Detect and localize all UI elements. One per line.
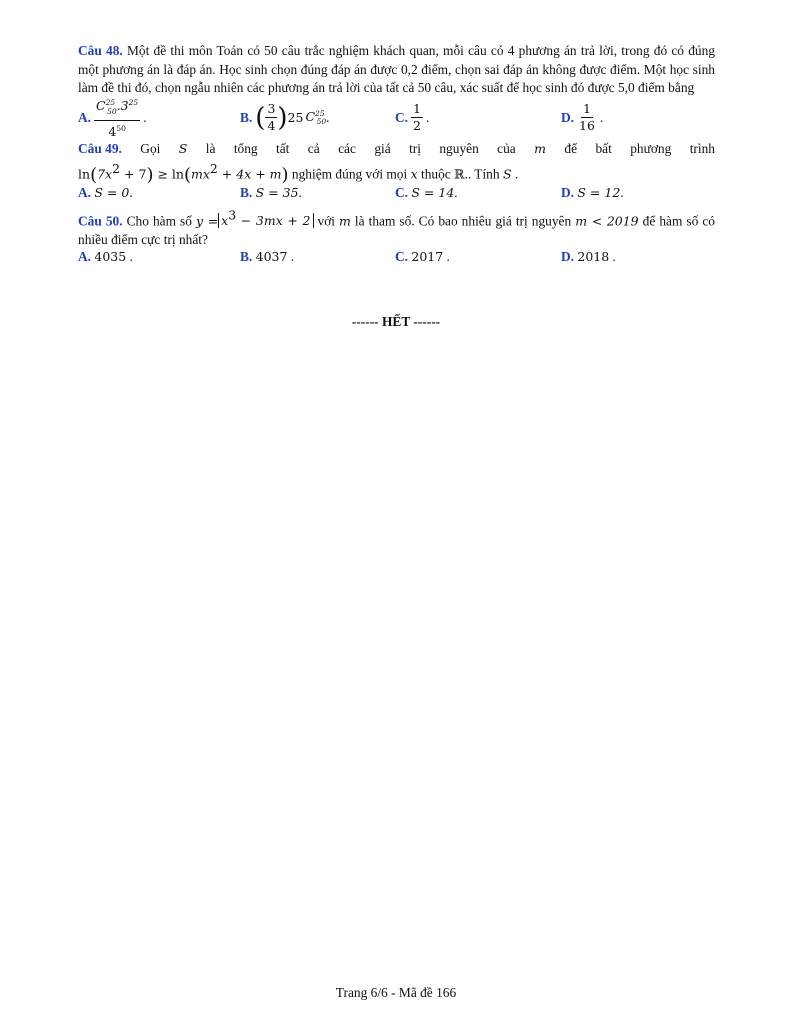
option-48-d[interactable]: D. $\frac{1}{16}$ .	[561, 101, 604, 133]
option-50-d[interactable]: D. 2018 .	[561, 249, 616, 265]
option-49-d[interactable]: D. S = 12.	[561, 184, 624, 200]
option-49-b[interactable]: B. S = 35.	[240, 184, 302, 200]
option-50-a[interactable]: A. 4035 .	[78, 249, 133, 265]
question-49-options	[78, 185, 715, 207]
option-49-c[interactable]: C. S = 14.	[395, 184, 458, 200]
option-49-a[interactable]: A. S = 0.	[78, 184, 133, 200]
question-50-options	[78, 249, 715, 271]
question-50: Câu 50. Cho hàm số $y = x^3 - 3mx + 2$ với m là tham số. Có bao nhiêu giá trị nguyên m < 2019 để hàm số có nhiều điểm cực trị nhất?	[78, 207, 715, 247]
exam-page	[78, 42, 715, 271]
question-48-label: Câu 48.	[78, 43, 123, 58]
option-48-b[interactable]: B. ( $\frac{3}{4}$ ) 25 $C^{25}_{50}$ .	[240, 101, 330, 133]
option-50-c[interactable]: C. 2017 .	[395, 249, 450, 265]
question-49-line2: $\ln(7x^2 + 7) \ge \ln(mx^2 + 4x + m)$ nghiệm đúng với mọi x thuộc ℝ.. Tính S .	[78, 161, 519, 186]
question-48-text: Một đề thi môn Toán có 50 câu trắc nghiệm khách quan, mỗi câu có 4 phương án trả lời, trong đó có đúng một phương án là đáp án. Học sinh chọn đúng đáp án được 0,2 điểm, chọn sai đáp án không được điểm. Một học sinh làm đề thi đó, chọn ngẫu nhiên các phương án trả lời của tất cả 50 câu, xác suất để học sinh đó được 5,0 điểm bằng	[78, 43, 715, 95]
question-49	[78, 140, 715, 185]
option-50-b[interactable]: B. 4037 .	[240, 249, 295, 265]
page-footer: Trang 6/6 - Mã đề 166	[335, 985, 457, 1000]
option-48-c[interactable]: C. $\frac{1}{2}$ .	[395, 101, 430, 133]
question-49-label: Câu 49.	[78, 140, 122, 156]
question-48	[78, 42, 715, 98]
question-48-options	[78, 98, 715, 138]
question-49-line1: Câu 49. Gọi S là tổng tất cả các giá trị nguyên của m để bất phương trình	[78, 140, 715, 159]
question-50-label: Câu 50.	[78, 213, 123, 229]
option-48-a[interactable]: A. $\frac{C^{25}_{50}.3^{25}}{4^{50}}$ .	[78, 98, 147, 138]
end-marker: ------ HẾT ------	[351, 314, 441, 329]
